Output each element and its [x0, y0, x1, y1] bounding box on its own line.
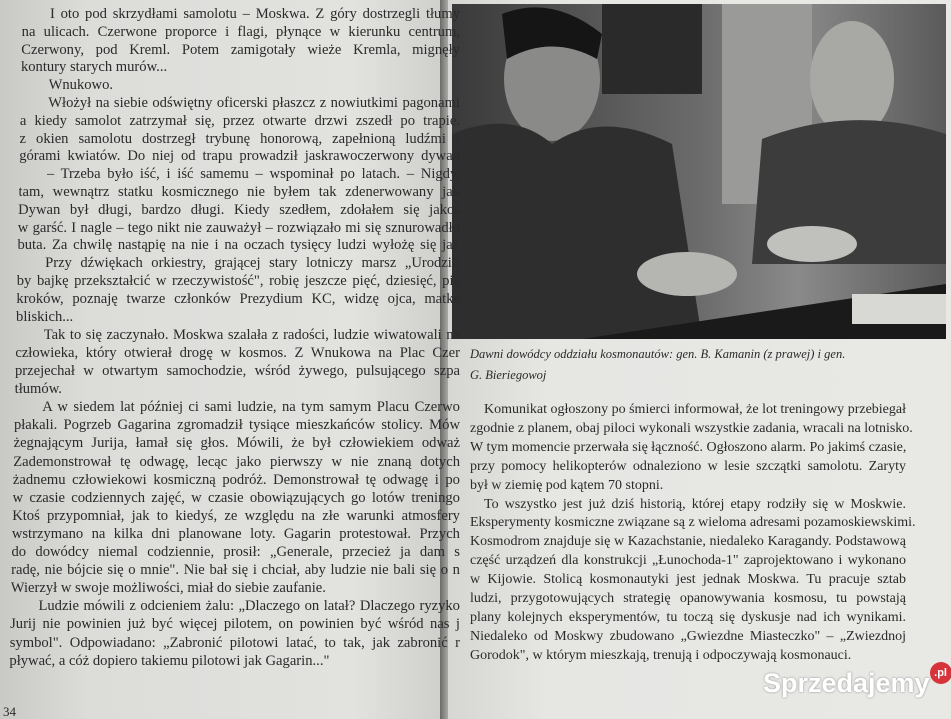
text-line: płakali. Pogrzeb Gagarina zgromadził tysiące mieszkańców stolicy. Mów	[13, 417, 460, 434]
text-line: zgodnie z planem, obaj piloci wykonali wszystkie zadania, wracali na lotnisko.	[470, 420, 913, 436]
text-line: W tym momencie przerwała się łączność. Ogłoszono alarm. Po jakimś czasie,	[470, 439, 907, 455]
text-line: kontury starych murów...	[20, 59, 168, 76]
text-line: przy pomocy helikopterów odnaleziono w lesie szczątki samolotu. Zaryty	[470, 458, 906, 474]
text-line: Kosmodrom znajduje się w Kazachstanie, niedaleko Karagandy. Podstawową	[470, 534, 906, 550]
text-line: symbol". Odpowiadano: „Zabronić pilotowi latać, to tak, jak zabronić r	[9, 634, 460, 651]
text-line: w Kijowie. Stolicą kosmonautyki jest jednak Moskwa. Tu pracuje sztab	[470, 572, 906, 588]
text-line: Wierzył w swoje możliwości, miał do siebie zaufanie.	[10, 580, 326, 597]
text-line: górami kwiatów. Do niej od trapu prowadził jaskrawoczerwony dywan	[19, 148, 460, 165]
text-line: radę, nie bójcie się o mnie". Nie bał się i chciał, aby ludzie nie bali się o n	[11, 562, 460, 579]
text-line: Zademonstrował tę odwagę, lecąc jako pierwszy w nie znaną dotych	[13, 453, 460, 470]
watermark-badge: .pl	[930, 662, 951, 684]
text-line: Ludzie mówili z odcieniem żalu: „Dlaczego on latał? Dlaczego ryzyko	[38, 598, 460, 615]
text-line: buta. Za chwilę nastąpię na nie i na oczach tysięcy ludzi wyłożę się jak	[17, 237, 460, 254]
text-line: do dowódcy niemal codziennie, prosił: „Generale, przecież ja dam s	[11, 544, 460, 560]
text-line: tam, wewnątrz statku kosmicznego nie byłem tak zdenerwowany jak	[18, 184, 460, 200]
text-line: Komunikat ogłoszony po śmierci informował, że lot treningowy przebiegał	[484, 402, 906, 417]
text-line: Włożył na siebie odświętny oficerski płaszcz z nowiutkimi pagonami	[48, 95, 460, 111]
photo-illustration	[452, 4, 946, 339]
text-line: by bajkę przekształcić w rzeczywistość", robię jeszcze pięć, dziesięć, pię	[16, 273, 460, 289]
photo-caption-line: Dawni dowódcy oddziału kosmonautów: gen. B. Kamanin (z prawej) i gen.	[470, 347, 846, 361]
text-line: w czasie codziennych zajęć, w czasie obowiązujących go lotów treningo	[12, 489, 460, 506]
page-number: 34	[3, 704, 16, 719]
text-line: – Trzeba było iść, i iść samemu – wspominał po latach. – Nigdy,	[46, 166, 460, 183]
text-line: z okien samolotu dostrzegł trybunę honorową, zapełnioną ludźmi i	[19, 130, 460, 147]
text-line: część urządzeń dla konstrukcji „Łunochoda-1" zaprojektowano i wykonano	[470, 553, 906, 569]
text-line: był w ziemię pod kątem 70 stopni.	[470, 477, 664, 493]
watermark-logo	[763, 667, 947, 699]
photo-two-generals	[452, 4, 946, 339]
text-line: żadnemu człowiekowi kosmiczną podróż. Demonstrował tę odwagę i po	[12, 471, 460, 488]
text-line: Przy dźwiękach orkiestry, grającej stary lotniczy marsz „Urodzili	[45, 255, 460, 272]
text-line: Jurij nie powinien już być więcej pilotem, on powinien być wśród nas j	[10, 616, 460, 633]
text-line: Dywan był długi, bardzo długi. Kiedy szedłem, zdołałem się jakoś	[18, 201, 460, 218]
watermark-text: Sprzedajemy	[763, 668, 930, 698]
text-line: Eksperymenty kosmiczne związane są z wieloma adresami pozamoskiewskimi.	[470, 515, 916, 531]
text-line: A w siedem lat później ci sami ludzie, na tym samym Placu Czerwo	[42, 399, 460, 416]
text-line: Ktoś przypomniał, jak to kiedyś, ze względu na złe warunki atmosfery	[12, 507, 460, 524]
text-line: a kiedy samolot zatrzymał się, przez otwarte drzwi zszedł po trapie.	[19, 112, 460, 129]
text-line: ludzi, przygotowujących strategię opanowywania kosmosu, tu powstają	[470, 591, 906, 606]
text-line: w garść. I nagle – tego nikt nie zauważył – rozwiązało mi się sznurowadło	[17, 219, 460, 236]
text-line: kroków, poznaję twarze członków Prezydium KC, widzę ojca, matkę	[16, 290, 460, 307]
text-line: wstrzymano na kilka dni planowane loty. Gagarin protestował. Przych	[11, 525, 460, 542]
text-line: Niedaleko od Moskwy zbudowano „Gwiezdne Miasteczko" – „Zwiezdnoj	[470, 628, 906, 644]
photo-caption-line: G. Bieriegowoj	[470, 368, 547, 382]
text-line: Czerwony, pod Kreml. Potem zamigotały wieże Kremla, mignęły	[21, 41, 460, 58]
text-line: tłumów.	[14, 381, 62, 398]
text-line: plany kolejnych eksperymentów, tu toczą się dyskusje nad ich wynikami.	[470, 609, 906, 625]
text-line: człowieka, który otwierał drogę w kosmos. Z Wnukowa na Plac Czer	[15, 344, 460, 361]
text-line: Wnukowo.	[48, 77, 114, 94]
text-line: I oto pod skrzydłami samolotu – Moskwa. Z góry dostrzegli tłumy	[50, 6, 460, 22]
text-line: To wszystko jest już dziś historią, której etapy rodziły się w Moskwie.	[484, 496, 906, 512]
text-line: pływać, a cóż dopiero takiemu pilotowi jak Gagarin..."	[9, 652, 330, 669]
text-line: na ulicach. Czerwone proporce i flagi, płynące w kierunku centrum,	[21, 23, 460, 40]
text-line: przejechał w otwartym samochodzie, wśród żywego, pulsującego szpa	[15, 363, 460, 379]
text-line: bliskich...	[16, 308, 74, 325]
text-line: żegnającym Jurija, łamał się głos. Mówili, że był człowiekiem odważ	[13, 435, 460, 452]
text-line: Tak to się zaczynało. Moskwa szalała z radości, ludzie wiwatowali na	[43, 326, 460, 343]
text-line: Gorodok", w którym mieszkają, trenują i odpoczywają kosmonauci.	[470, 647, 852, 663]
